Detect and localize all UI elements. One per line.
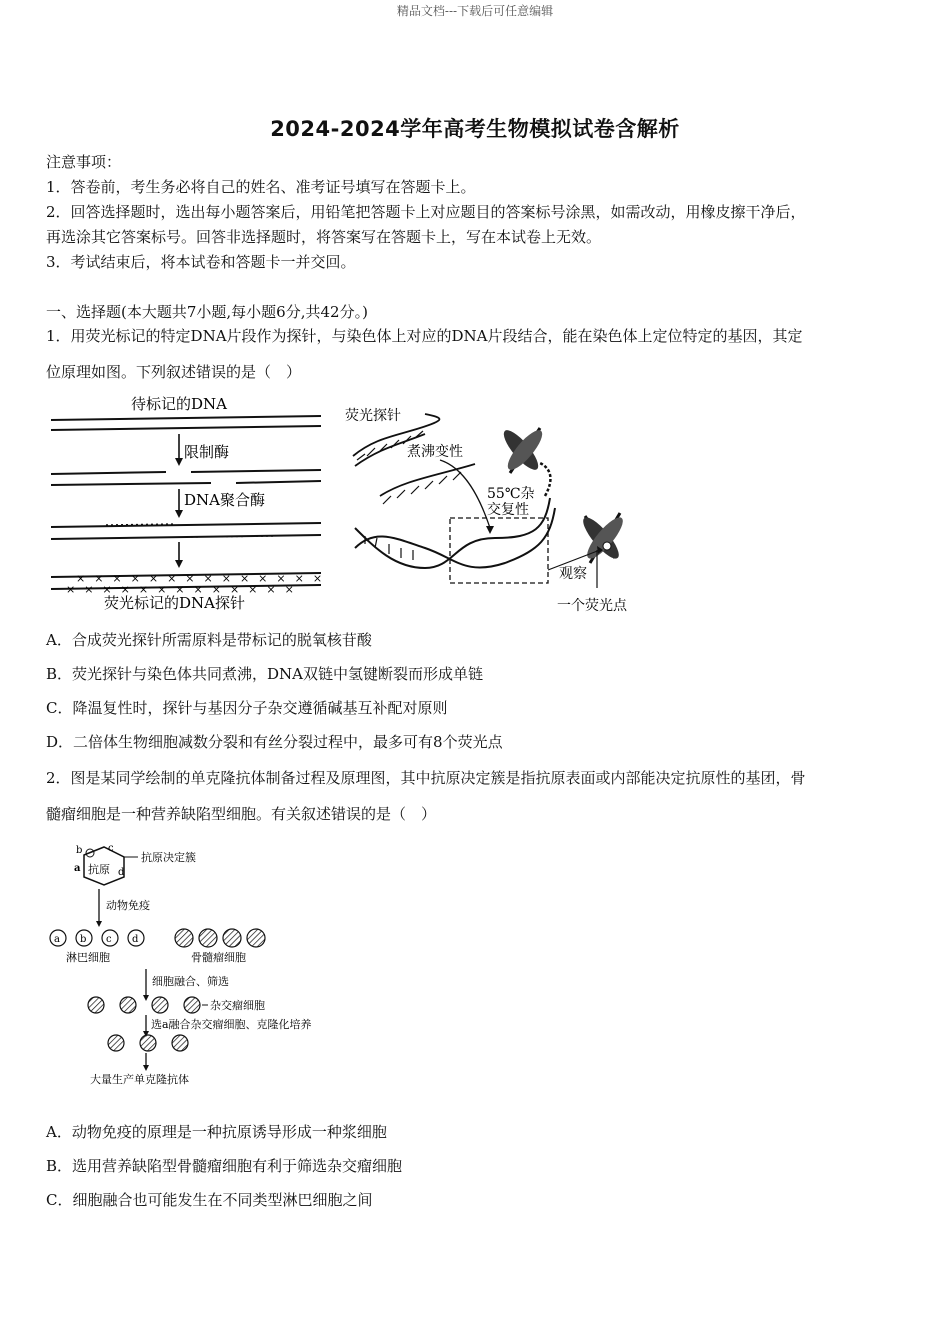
q1-label-renature-2: 交复性 [487,502,529,518]
q2-stem-line2: 髓瘤细胞是一种营养缺陷型细胞。有关叙述错误的是（ ） [46,805,437,823]
q2-label-lymph: 淋巴细胞 [66,951,110,964]
q2-label-hybridoma: 杂交瘤细胞 [210,999,265,1012]
svg-text:×××××××××××××: ××××××××××××× [66,583,303,596]
q1-label-probe: 荧光探针 [345,408,401,424]
q1-label-renature-1: 55℃杂 [487,486,535,502]
q1-figure-probe-synthesis [46,392,336,614]
q2-cell-c: c [106,934,112,945]
q2-cell-b: b [80,934,87,945]
q1-label-bottom: 荧光标记的DNA探针 [104,594,245,612]
notice-item-1: 1．答卷前，考生务必将自己的姓名、准考证号填写在答题卡上。 [46,178,476,196]
q1-label-boil: 煮沸变性 [407,444,463,460]
notice-heading: 注意事项： [46,153,122,171]
q2-label-produce: 大量生产单克隆抗体 [90,1073,189,1086]
q2-cell-a: a [54,934,60,945]
q2-figure-monoclonal [46,835,346,1090]
q1-option-c: C．降温复性时，探针与基因分子杂交遵循碱基互补配对原则 [46,699,448,717]
q1-label-enzyme2: DNA聚合酶 [184,491,265,509]
q2-epitope-b: b [76,845,83,856]
q2-option-b: B．选用营养缺陷型骨髓瘤细胞有利于筛选杂交瘤细胞 [46,1157,403,1175]
q1-stem-line1: 1．用荧光标记的特定DNA片段作为探针，与染色体上对应的DNA片段结合，能在染色体上定位特定的基因，其定 [46,327,803,345]
q1-option-b: B．荧光探针与染色体共同煮沸，DNA双链中氢键断裂而形成单链 [46,665,484,683]
q2-label-epitope: 抗原决定簇 [141,851,196,864]
notice-item-2: 2．回答选择题时，选出每小题答案后，用铅笔把答题卡上对应题目的答案标号涂黑，如需改动，用橡皮擦干净后， [46,203,806,221]
svg-text:××××××××××××××: ×××××××××××××× [76,572,332,585]
notice-item-2-cont: 再选涂其它答案标号。回答非选择题时，将答案写在答题卡上，写在本试卷上无效。 [46,228,602,246]
q2-label-myeloma: 骨髓瘤细胞 [191,951,246,964]
q1-label-top: 待标记的DNA [131,395,227,413]
header-note: 精品文档---下载后可任意编辑 [396,4,554,18]
q1-option-d: D．二倍体生物细胞减数分裂和有丝分裂过程中，最多可有8个荧光点 [46,733,503,751]
q1-option-a: A．合成荧光探针所需原料是带标记的脱氧核苷酸 [46,631,372,649]
notice-item-3: 3．考试结束后，将本试卷和答题卡一并交回。 [46,253,356,271]
section-heading: 一、选择题(本大题共7小题,每小题6分,共42分。) [46,303,368,321]
q1-label-enzyme1: 限制酶 [184,443,230,461]
page-title: 2024-2024学年高考生物模拟试卷含解析 [270,117,680,141]
q2-epitope-a: a [74,863,81,874]
q2-label-fusion: 细胞融合、筛选 [152,975,229,988]
q1-label-observe: 观察 [559,566,587,582]
q2-option-a: A．动物免疫的原理是一种抗原诱导形成一种浆细胞 [46,1123,387,1141]
q2-label-select: 选a融合杂交瘤细胞、克隆化培养 [151,1018,312,1031]
q2-cell-d: d [132,934,139,945]
q2-label-antigen: 抗原 [88,863,110,876]
q2-option-c: C．细胞融合也可能发生在不同类型淋巴细胞之间 [46,1191,373,1209]
q1-label-point: 一个荧光点 [557,598,627,614]
q1-stem-line2: 位原理如图。下列叙述错误的是（ ） [46,363,302,381]
q2-epitope-c: c [108,843,114,854]
q2-stem-line1: 2．图是某同学绘制的单克隆抗体制备过程及原理图，其中抗原决定簇是指抗原表面或内部能决定抗原性的基团，骨 [46,769,806,787]
q1-figure-hybridization [345,398,645,618]
q2-label-immunize: 动物免疫 [106,899,150,912]
q2-epitope-d: d [118,867,125,878]
